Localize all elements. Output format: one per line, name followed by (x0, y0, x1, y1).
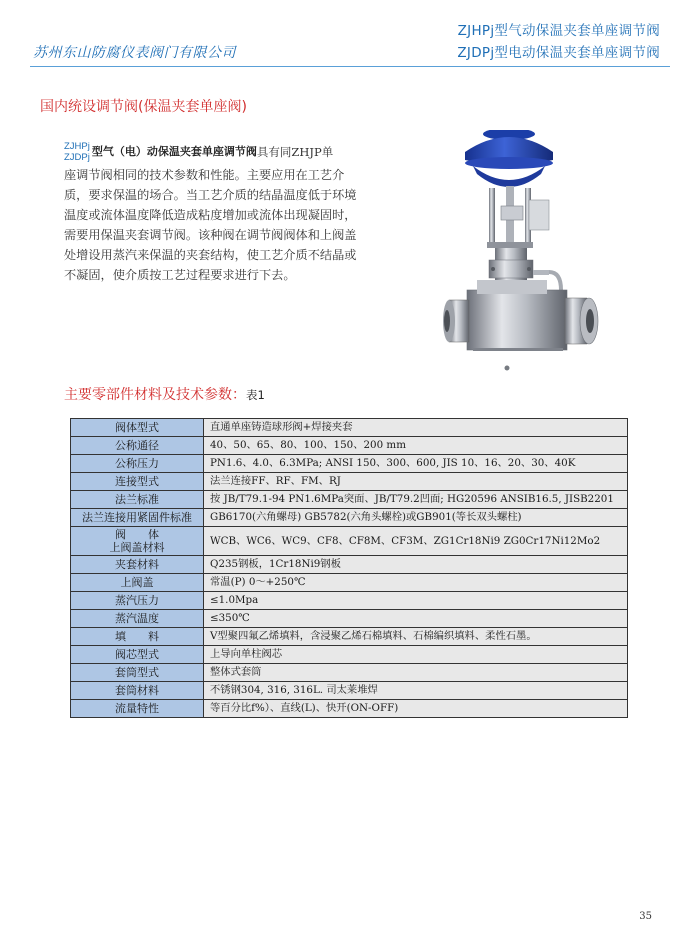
table-row (71, 628, 628, 646)
table-row (71, 592, 628, 610)
table-row (71, 527, 628, 556)
section-title: 国内统设调节阀(保温夹套单座阀) (40, 99, 247, 115)
spec-key: 蒸汽压力 (71, 592, 204, 610)
table-row (71, 682, 628, 700)
table-row (71, 556, 628, 574)
spec-value: 按 JB/T79.1-94 PN1.6MPa突面、JB/T79.2凹面; HG20596 ANSIB16.5, JISB2201 (204, 491, 628, 509)
table-row (71, 509, 628, 527)
product-title-electric: ZJDPj型电动保温夹套单座调节阀 (457, 45, 660, 61)
spec-value: 法兰连接FF、RF、FM、RJ (204, 473, 628, 491)
spec-table (70, 418, 628, 718)
spec-key: 夹套材料 (71, 556, 204, 574)
spec-key: 蒸汽温度 (71, 610, 204, 628)
table-row (71, 664, 628, 682)
spec-key: 阀 体 上阀盖材料 (71, 527, 204, 556)
spec-value: GB6170(六角螺母) GB5782(六角头螺栓)或GB901(等长双头螺柱) (204, 509, 628, 527)
table-row (71, 473, 628, 491)
intro-paragraph (64, 141, 364, 285)
spec-key: 套筒材料 (71, 682, 204, 700)
table-row (71, 574, 628, 592)
spec-value: Q235钢板，1Cr18Ni9钢板 (204, 556, 628, 574)
spec-value: 不锈钢304, 316, 316L. 司太莱堆焊 (204, 682, 628, 700)
spec-value: ≤1.0Mpa (204, 592, 628, 610)
spec-value: ≤350℃ (204, 610, 628, 628)
spec-value: 直通单座铸造球形阀+焊接夹套 (204, 419, 628, 437)
intro-body: 座调节阀相同的技术参数和性能。主要应用在工艺介质，要求保温的场合。当工艺介质的结晶温度低于环境温度或流体温度降低造成粘度增加或流体出现凝固时，需要用保温夹套调节阀。该种阀在调节阀阀体和上阀盖处增设用蒸汽来保温的夹套结构，使工艺介质不结晶或不凝固，使介质按工艺过程要求进行下去。 (64, 168, 357, 282)
table-row (71, 491, 628, 509)
table-row (71, 437, 628, 455)
spec-key: 填 料 (71, 628, 204, 646)
spec-key: 连接型式 (71, 473, 204, 491)
spec-key: 法兰连接用紧固件标准 (71, 509, 204, 527)
params-heading-label: 主要零部件材料及技术参数： (64, 387, 246, 403)
spec-value: 等百分比f%）、直线(L)、快开(ON-OFF) (204, 700, 628, 718)
table-row (71, 700, 628, 718)
intro-lead (64, 141, 364, 163)
spec-key: 公称通径 (71, 437, 204, 455)
spec-key: 法兰标准 (71, 491, 204, 509)
spec-value: 常温(P) 0～+250℃ (204, 574, 628, 592)
spec-value: WCB、WC6、WC9、CF8、CF8M、CF3M、ZG1Cr18Ni9 ZG0Cr17Ni12Mo2 (204, 527, 628, 556)
spec-key: 流量特性 (71, 700, 204, 718)
table-row (71, 419, 628, 437)
page-number: 35 (639, 911, 652, 922)
model-code-top: ZJHPj (64, 141, 90, 152)
table-row (71, 455, 628, 473)
table-row (71, 646, 628, 664)
spec-value: PN1.6、4.0、6.3MPa; ANSI 150、300、600, JIS 10、16、20、30、40K (204, 455, 628, 473)
spec-key: 套筒型式 (71, 664, 204, 682)
valve-photo (437, 130, 607, 380)
product-title-pneumatic: ZJHPj型气动保温夹套单座调节阀 (457, 23, 660, 39)
table-row (71, 610, 628, 628)
intro-lead-rest: 具有同ZHJP单 (256, 145, 334, 159)
params-heading (64, 384, 265, 404)
header-divider (30, 66, 670, 67)
spec-value: 40、50、65、80、100、150、200 mm (204, 437, 628, 455)
spec-value: V型聚四氟乙烯填料，含浸聚乙烯石棉填料、石棉编织填料、柔性石墨。 (204, 628, 628, 646)
header-titles (457, 20, 660, 64)
spec-key: 阀芯型式 (71, 646, 204, 664)
spec-key: 上阀盖 (71, 574, 204, 592)
spec-value: 整体式套筒 (204, 664, 628, 682)
company-name: 苏州东山防腐仪表阀门有限公司 (33, 45, 236, 61)
table-number: 表1 (246, 388, 265, 402)
spec-key: 公称压力 (71, 455, 204, 473)
model-code-bottom: ZJDPj (64, 152, 90, 163)
intro-lead-bold: 型气（电）动保温夹套单座调节阀 (91, 145, 257, 158)
model-codes (64, 141, 90, 163)
spec-value: 上导向单柱阀芯 (204, 646, 628, 664)
spec-key: 阀体型式 (71, 419, 204, 437)
